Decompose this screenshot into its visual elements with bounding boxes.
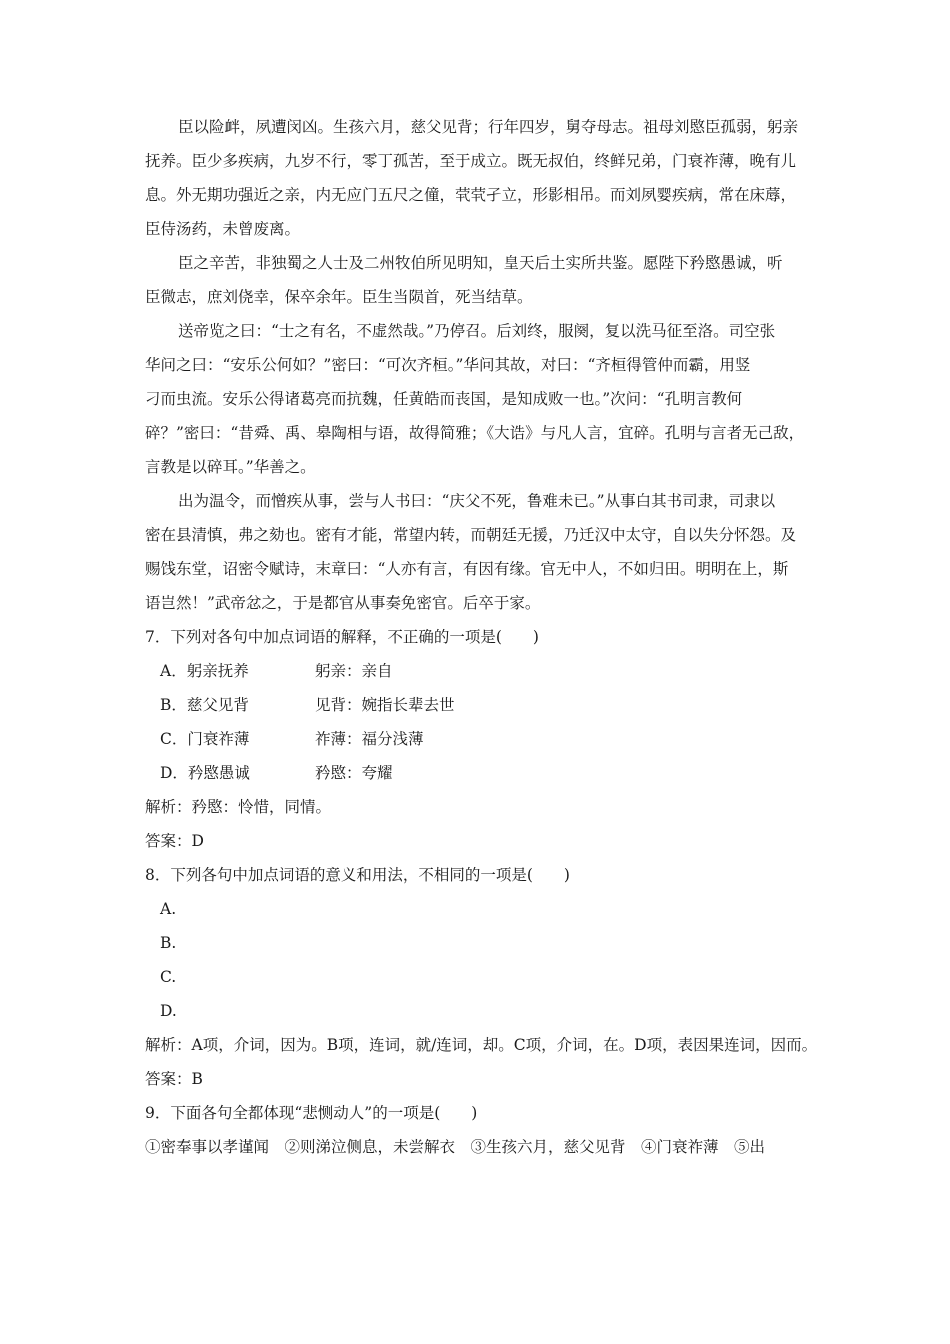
option-label: D．矜愍愚诚 xyxy=(160,764,250,782)
passage-paragraph-4 xyxy=(145,484,810,620)
passage-paragraph-2 xyxy=(145,246,810,314)
option-c xyxy=(145,722,810,756)
option-d xyxy=(145,756,810,790)
analysis-text: 解析：矜愍：怜惜，同情。 xyxy=(145,798,332,816)
answer-text: 答案：B xyxy=(145,1070,203,1088)
passage-line: 息。外无期功强近之亲，内无应门五尺之僮，茕茕孑立，形影相吊。而刘夙婴疾病，常在床蓐， xyxy=(145,186,797,204)
option-d: D. xyxy=(160,1002,177,1020)
option-gloss: 祚薄：福分浅薄 xyxy=(315,730,424,748)
question-7 xyxy=(145,620,810,858)
option-c: C. xyxy=(160,968,177,986)
question-8 xyxy=(145,858,818,1096)
passage-line: 臣以险衅，夙遭闵凶。生孩六月，慈父见背；行年四岁，舅夺母志。祖母刘愍臣孤弱，躬亲 xyxy=(178,118,799,136)
passage-line: 抚养。臣少多疾病，九岁不行，零丁孤苦，至于成立。既无叔伯，终鲜兄弟，门衰祚薄，晚有儿 xyxy=(145,152,797,170)
option-gloss: 矜愍：夸耀 xyxy=(315,764,393,782)
passage-line: 臣微志，庶刘侥幸，保卒余年。臣生当陨首，死当结草。 xyxy=(145,288,533,306)
passage-line: 密在县清慎，弗之劾也。密有才能，常望内转，而朝廷无援，乃迁汉中太守，自以失分怀怨。及 xyxy=(145,526,797,544)
passage-line: 出为温令，而憎疾从事，尝与人书曰：“庆父不死，鲁难未已。”从事白其书司隶，司隶以 xyxy=(178,492,776,510)
passage-line: 语岂然！”武帝忿之，于是都官从事奏免密官。后卒于家。 xyxy=(145,594,541,612)
option-label: A．躬亲抚养 xyxy=(160,662,249,680)
passage-paragraph-3 xyxy=(145,314,810,484)
passage-paragraph-1 xyxy=(145,110,810,246)
analysis-text: 解析：A项，介词，因为。B项，连词，就/连词，却。C项，介词，在。D项，表因果连词，因而。 xyxy=(145,1036,818,1054)
document-page xyxy=(145,110,818,1164)
passage-line: 赐饯东堂，诏密令赋诗，末章曰：“人亦有言，有因有缘。官无中人，不如归田。明明在上，斯 xyxy=(145,560,789,578)
option-a: A. xyxy=(160,900,177,918)
passage-line: 臣侍汤药，未曾废离。 xyxy=(145,220,301,238)
passage-line: 碎？”密曰：“昔舜、禹、皋陶相与语，故得简雅；《大诰》与凡人言，宜碎。孔明与言者无己敌， xyxy=(145,424,805,442)
question-stem: 9．下面各句全都体现“悲恻动人”的一项是( ) xyxy=(145,1104,478,1122)
passage-line: 刁而虫流。安乐公得诸葛亮而抗魏，任黄皓而丧国，是知成败一也。”次问：“孔明言教何 xyxy=(145,390,743,408)
option-label: C．门衰祚薄 xyxy=(160,730,250,748)
option-gloss: 见背：婉指长辈去世 xyxy=(315,696,455,714)
question-items: ①密奉事以孝谨闻 ②则涕泣侧息，未尝解衣 ③生孩六月，慈父见背 ④门衰祚薄 ⑤出 xyxy=(145,1138,766,1156)
option-gloss: 躬亲：亲自 xyxy=(315,662,393,680)
option-b: B. xyxy=(160,934,177,952)
question-9 xyxy=(145,1096,810,1164)
question-stem: 8．下列各句中加点词语的意义和用法，不相同的一项是( ) xyxy=(145,866,570,884)
passage-line: 华问之曰：“安乐公何如？”密曰：“可次齐桓。”华问其故，对曰：“齐桓得管仲而霸，用竖 xyxy=(145,356,751,374)
answer-text: 答案：D xyxy=(145,832,204,850)
passage-line: 臣之辛苦，非独蜀之人士及二州牧伯所见明知，皇天后土实所共鉴。愿陛下矜愍愚诚，听 xyxy=(178,254,783,272)
passage-line: 送帝览之曰：“士之有名，不虚然哉。”乃停召。后刘终，服阕，复以洗马征至洛。司空张 xyxy=(178,322,776,340)
option-a xyxy=(145,654,810,688)
passage-line: 言教是以碎耳。”华善之。 xyxy=(145,458,316,476)
option-b xyxy=(145,688,810,722)
option-label: B．慈父见背 xyxy=(160,696,249,714)
question-stem: 7．下列对各句中加点词语的解释，不正确的一项是( ) xyxy=(145,628,539,646)
